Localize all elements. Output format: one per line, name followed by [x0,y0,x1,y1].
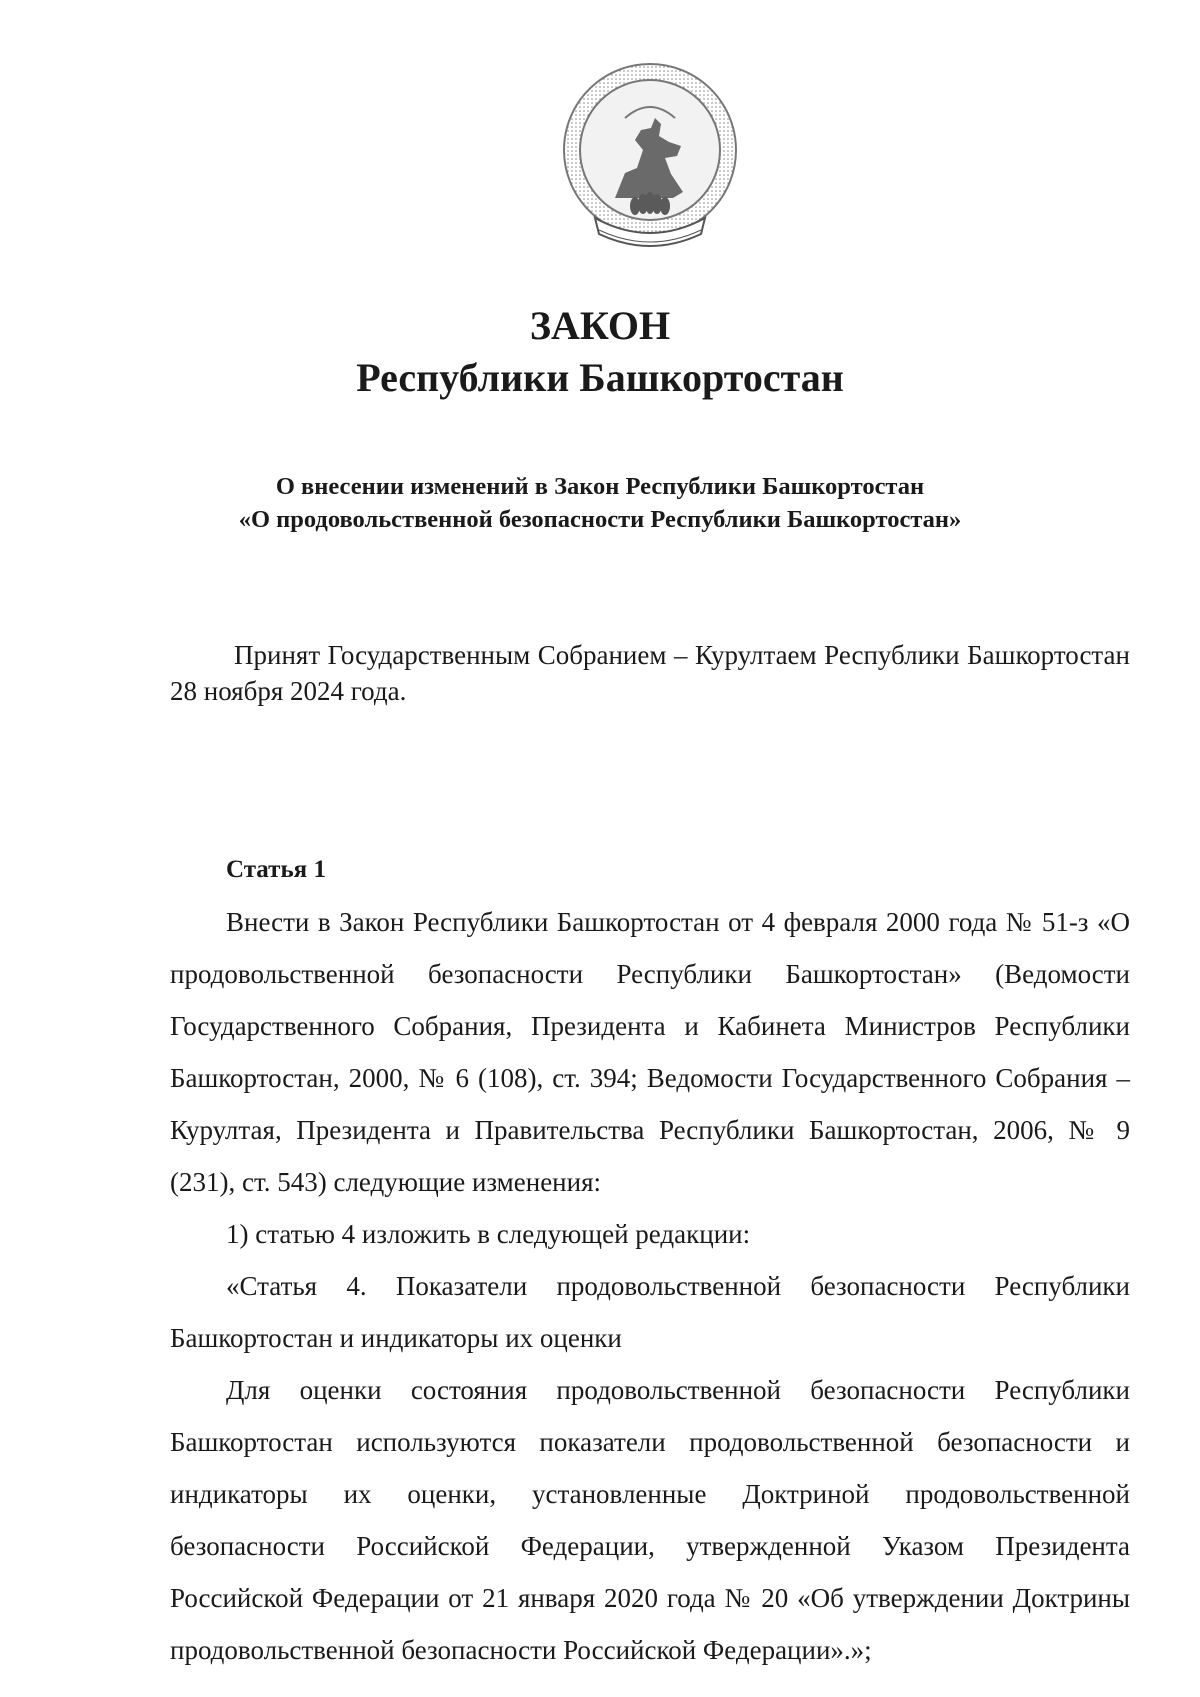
article-paragraph: Внести в Закон Республики Башкортостан от 4 февраля 2000 года № 51-з «О продовольственной безопасности Республики Башкортостан» (Ведомости Государственного Собрания, Президента и Кабинета Министров Республики Башкортостан, 2000, № 6 (108), ст. 394; Ведомости Государственного Собрания – Курултая, Президента и Правительства Республики Башкортостан, 2006, № 9 (231), ст. 543) следующие изменения: [170,907,1130,1197]
title-line-1: ЗАКОН [529,303,671,348]
adoption-statement: Принят Государственным Собранием – Курултаем Республики Башкортостан 28 ноября 2024 года. [170,640,1130,706]
law-subject [0,470,1200,536]
article-paragraph: 1) статью 4 изложить в следующей редакции: [226,1219,751,1249]
bashkortostan-emblem-icon [555,58,745,248]
title-line-2: Республики Башкортостан [356,355,844,400]
article-paragraph: «Статья 4. Показатели продовольственной безопасности Республики Башкортостан и индикаторы их оценки [170,1271,1130,1353]
article-body [170,896,1130,1676]
article-paragraph: Для оценки состояния продовольственной безопасности Республики Башкортостан используются показатели продовольственной безопасности и индикаторы их оценки, установленные Доктриной продовольственной безопасности Российской Федерации, утвержденной Указом Президента Российской Федерации от 21 января 2020 года № 20 «Об утверждении Доктрины продовольственной безопасности Российской Федерации».»; [170,1375,1130,1665]
subject-line-1: О внесении изменений в Закон Республики Башкортостан [275,473,925,500]
subject-line-2: «О продовольственной безопасности Республики Башкортостан» [238,506,962,533]
article-heading: Статья 1 [226,856,326,883]
law-title [0,300,1200,404]
